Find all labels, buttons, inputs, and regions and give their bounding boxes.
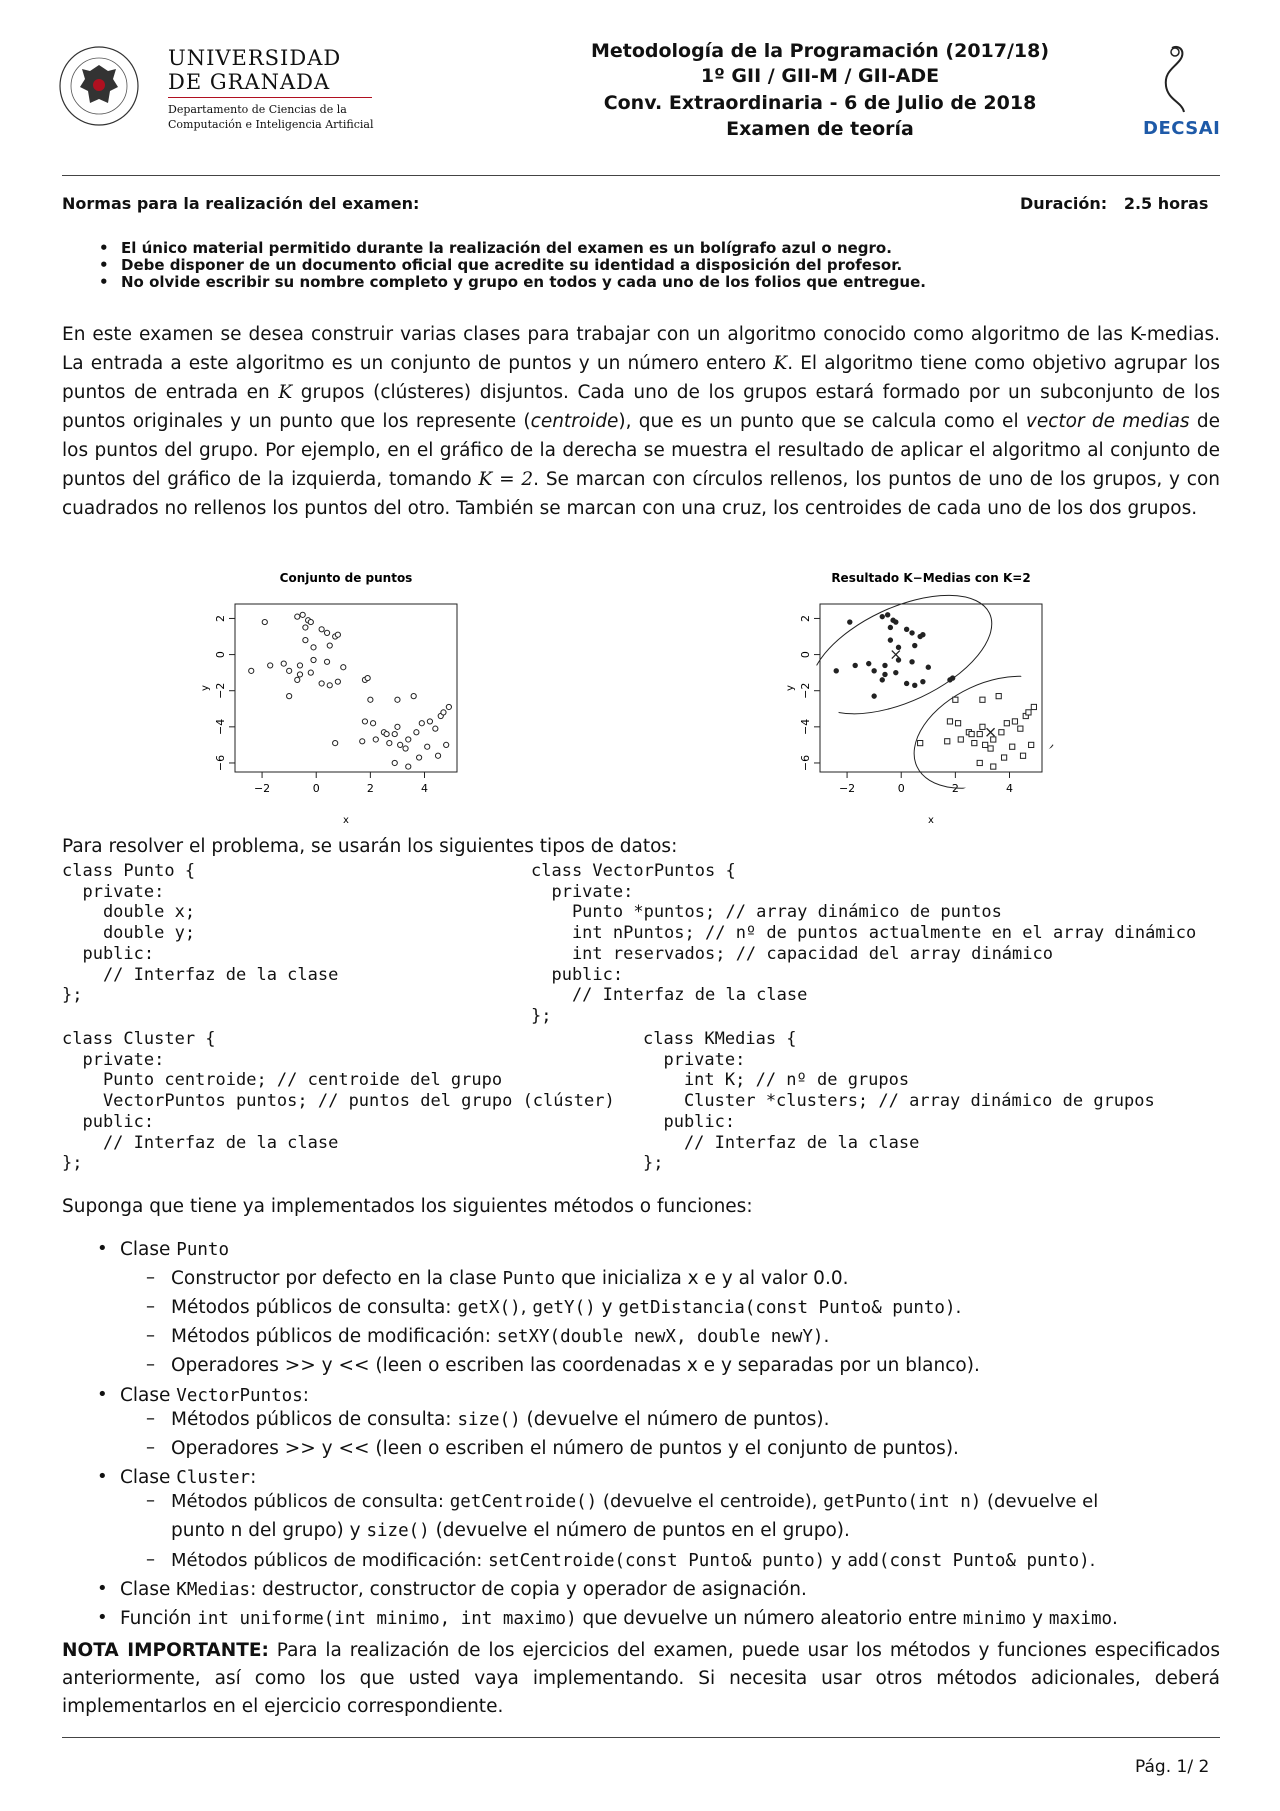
y-tick-label: −2 [214,682,227,699]
exam-type: Examen de teoría [726,118,914,140]
list-item: Operadores >> y << (leen o escriben las coordenadas x e y separadas por un blanco). [171,1355,980,1376]
x-tick-label: −2 [253,782,271,795]
exam-convocatoria: Conv. Extraordinaria - 6 de Julio de 2018 [603,92,1037,114]
y-axis-label: y [785,685,796,691]
decsai-logo-text: DECSAI [1143,118,1221,139]
rule-item: • Debe disponer de un documento oficial que acredite su identidad a disposición del profesor. [95,257,926,274]
y-tick-label: 0 [214,651,227,659]
important-note-label: NOTA IMPORTANTE: [62,1640,269,1661]
list-item: Clase Punto [120,1239,229,1260]
department-line1: Departamento de Ciencias de la [168,103,347,116]
x-tick-label: −2 [838,782,856,795]
x-tick-label: 4 [1006,782,1014,795]
y-tick-label: 2 [214,614,227,622]
important-note: NOTA IMPORTANTE: Para la realización de los ejercicios del examen, puede usar los métodos y funciones especificados anteriormente, así como los que usted vaya implementando. Si necesita usar otros métodos adicionales, deberá implementarlos en el ejercicio correspondiente. [62,1640,1220,1717]
university-name-line1: UNIVERSIDAD [168,46,342,70]
code-class-vectorpuntos: class VectorPuntos { private: Punto *puntos; // array dinámico de puntos int nPuntos; // nº de puntos actualmente en el array dinámico int reservados; // capacidad del array dinámico public: // Interfaz de la clase }; [531,861,1197,1026]
x-tick-label: 0 [897,782,905,795]
list-item: Función int uniforme(int minimo, int maximo) que devuelve un número aleatorio entre minimo y maximo. [120,1608,1118,1629]
y-tick-label: −4 [214,718,227,735]
list-item: Métodos públicos de consulta: getCentroide() (devuelve el centroide), getPunto(int n) (devuelve el [171,1491,1099,1512]
code-class-kmedias: class KMedias { private: int K; // nº de grupos Cluster *clusters; // array dinámico de grupos public: // Interfaz de la clase }; [643,1029,1155,1174]
course-title: Metodología de la Programación (2017/18) [590,40,1050,62]
footer-rule [62,1737,1220,1738]
list-item: Constructor por defecto en la clase Punto que inicializa x e y al valor 0.0. [171,1268,849,1289]
y-axis-label: y [200,685,211,691]
department-line2: Computación e Inteligencia Artificial [168,118,374,131]
rules-title: Normas para la realización del examen: [62,194,420,213]
duration-label: Duración: [1020,194,1108,213]
list-item: Operadores >> y << (leen o escriben el número de puntos y el conjunto de puntos). [171,1438,959,1459]
chart-title: Resultado K−Medias con K=2 [831,571,1031,585]
types-intro: Para resolver el problema, se usarán los siguientes tipos de datos: [62,836,678,857]
y-tick-label: −4 [799,718,812,735]
list-item: Clase Cluster: [120,1467,257,1488]
x-tick-label: 2 [951,782,959,795]
list-item: Clase VectorPuntos: [120,1385,309,1406]
y-tick-label: −6 [799,754,812,772]
y-tick-label: 0 [799,651,812,659]
x-tick-label: 2 [366,782,374,795]
list-item: Clase KMedias: destructor, constructor de copia y operador de asignación. [120,1579,807,1600]
rule-item: • El único material permitido durante la realización del examen es un bolígrafo azul o negro. [95,240,926,257]
y-tick-label: −6 [214,754,227,772]
y-tick-label: −2 [799,682,812,699]
chart-title: Conjunto de puntos [279,571,413,585]
intro-paragraph: En este examen se desea construir varias clases para trabajar con un algoritmo conocido como algoritmo de las K-medias. La entrada a este algoritmo es un conjunto de puntos y un número entero K. El algoritmo tiene como objetivo agrupar los puntos de entrada en K grupos (clústeres) disjuntos. Cada uno de los grupos estará formado por un subconjunto de los puntos originales y un punto que los represente (centroide), que es un punto que se calcula como el vector de medias de los puntos del grupo. Por ejemplo, en el gráfico de la derecha se muestra el resultado de aplicar el algoritmo al conjunto de puntos del gráfico de la izquierda, tomando K = 2. Se marcan con círculos rellenos, los puntos de uno de los grupos, y con cuadrados no rellenos los puntos del otro. También se marcan con una cruz, los centroides de cada uno de los dos grupos. [62,324,1221,519]
duration-value: 2.5 horas [1123,194,1209,213]
x-tick-label: 4 [421,782,429,795]
course-groups: 1º GII / GII-M / GII-ADE [700,65,940,87]
methods-intro: Suponga que tiene ya implementados los siguientes métodos o funciones: [62,1196,753,1217]
x-axis-label: x [343,815,349,826]
y-tick-label: 2 [799,614,812,622]
list-item: punto n del grupo) y size() (devuelve el número de puntos en el grupo). [171,1520,850,1541]
list-item: Métodos públicos de consulta: getX(), getY() y getDistancia(const Punto& punto). [171,1297,962,1318]
code-class-punto: class Punto { private: double x; double y; public: // Interfaz de la clase }; [62,861,339,1006]
list-item: Métodos públicos de modificación: setXY(double newX, double newY). [171,1326,830,1347]
x-tick-label: 0 [312,782,320,795]
code-class-cluster: class Cluster { private: Punto centroide; // centroide del grupo VectorPuntos puntos; // puntos del grupo (clúster) public: // Interfaz de la clase }; [62,1029,615,1174]
list-item: Métodos públicos de modificación: setCentroide(const Punto& punto) y add(const Punto& punto). [171,1550,1096,1571]
university-name-line2: DE GRANADA [168,70,331,94]
page-number: Pág. 1/ 2 [1135,1757,1210,1777]
list-item: Métodos públicos de consulta: size() (devuelve el número de puntos). [171,1409,830,1430]
x-axis-label: x [928,815,934,826]
methods-list: • Clase Punto – Constructor por defecto en la clase Punto que inicializa x e y al valor 0.0. – Métodos públicos de consulta: getX(), getY() y getDistancia(const Punto& punto). – Métodos públicos de modificación: setXY(double newX, double newY). – Operadores >> y << (leen o escriben las coordenadas x e y separadas por un blanco). • Clase VectorPuntos: – Métodos públicos de consulta: size() (devuelve el número de puntos). – Operadores >> y << (leen o escriben el número de puntos y el conjunto de puntos). • Clase Cluster: – Métodos públicos de consulta: getCentroide() (devuelve el centroide), getPunto(int n) (devuelve el punto n del grupo) y size() (devuelve el número de puntos en el grupo). – Métodos públicos de modificación: setCentroide(const Punto& punto) y add(const Punto& punto). • Clase KMedias: destructor, constructor de copia y operador de asignación. • Función int uniforme(int minimo, int maximo) que devuelve un número aleatorio entre minimo y maximo. [97,1238,1118,1629]
rule-item: • No olvide escribir su nombre completo y grupo en todos y cada uno de los folios que entregue. [95,274,926,291]
